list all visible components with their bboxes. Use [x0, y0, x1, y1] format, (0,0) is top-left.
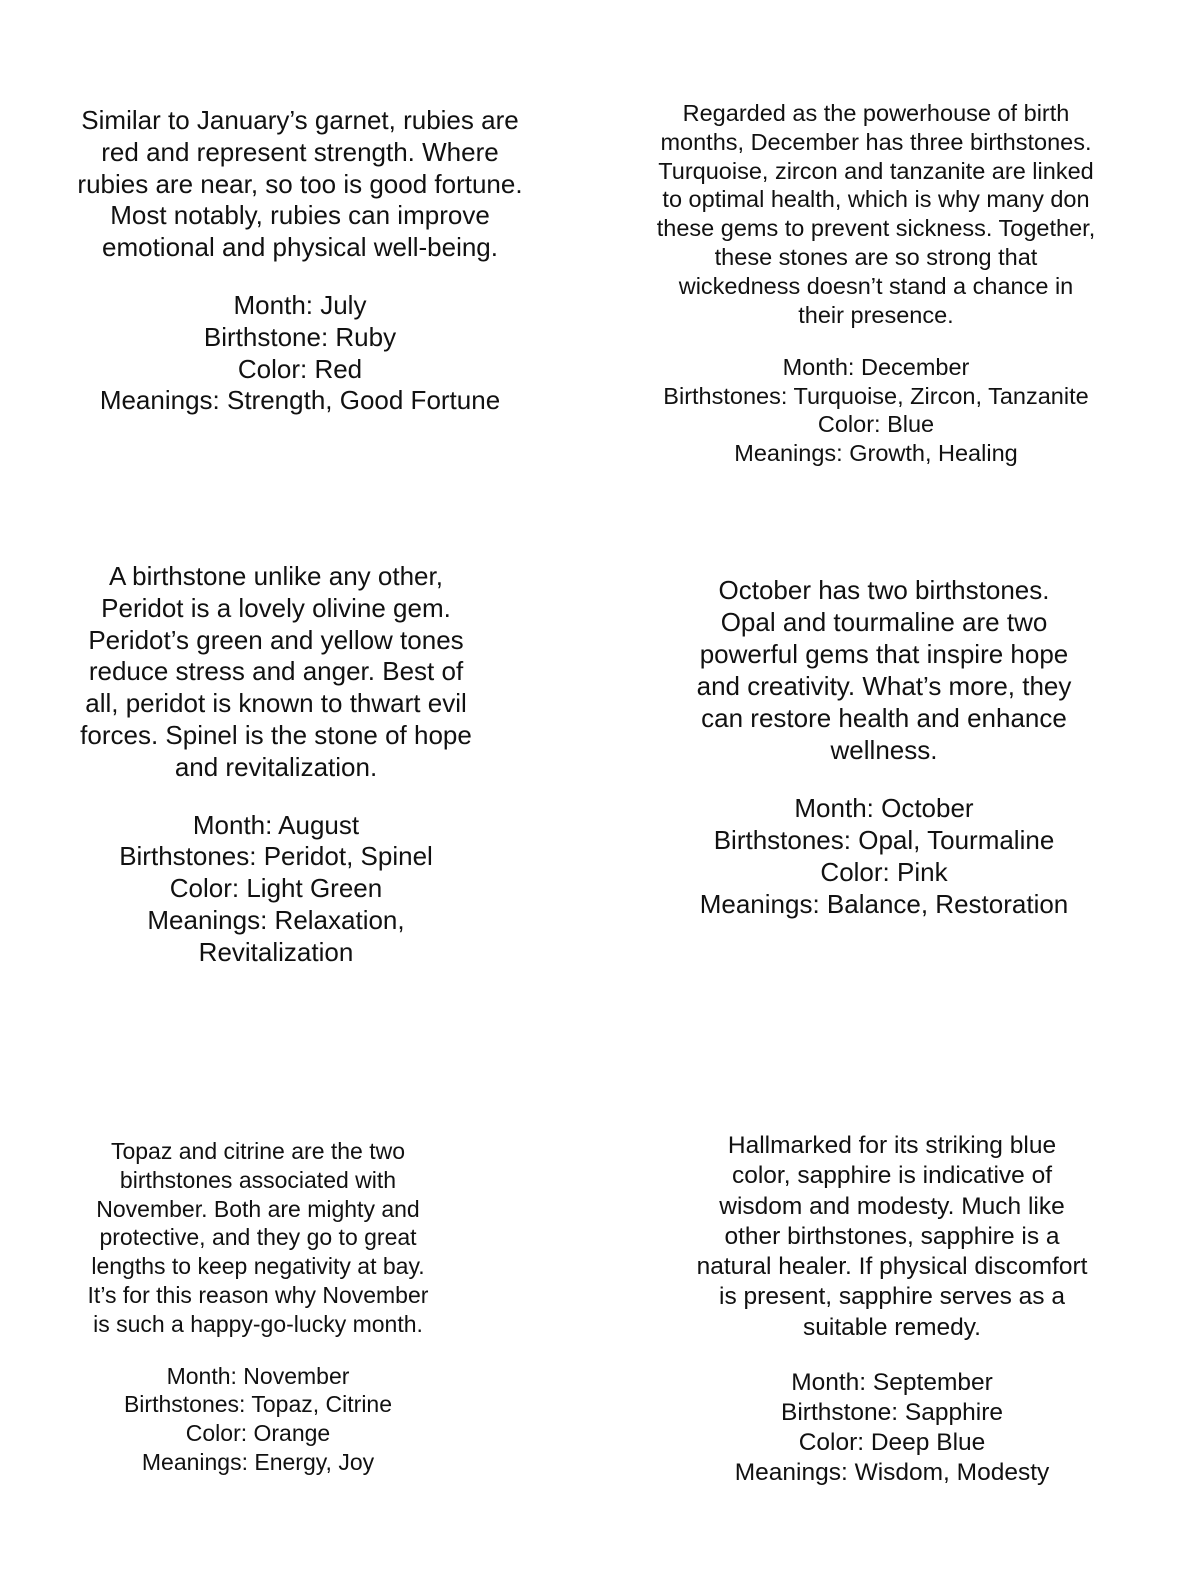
card-description: Regarded as the powerhouse of birth months, December has three birthstones. Turquoise, zircon and tanzanite are linked to optimal health, which is why many don these gems to prevent sickness. Together, these stones are so strong that wickedness doesn’t stand a chance in their presence.	[656, 100, 1096, 328]
card-meanings: Meanings: Energy, Joy	[141, 1448, 375, 1475]
card-birthstones: Birthstone: Sapphire	[781, 1398, 1003, 1426]
card-description: October has two birthstones. Opal and tourmaline are two powerful gems that inspire hope and creativity. What’s more, they can restore health and enhance wellness.	[696, 575, 1072, 765]
card-birthstones: Birthstones: Turquoise, Zircon, Tanzanite	[663, 382, 1089, 409]
card-birthstones: Birthstones: Topaz, Citrine	[123, 1391, 393, 1418]
card-description: A birthstone unlike any other, Peridot is a lovely olivine gem. Peridot’s green and yellow tones reduce stress and anger. Best of all, peridot is known to thwart evil forces. Spinel is the stone of hope and revitalization.	[80, 561, 472, 782]
card-meanings: Meanings: Wisdom, Modesty	[734, 1459, 1050, 1487]
card-month: Month: December	[782, 353, 970, 380]
card-color: Color: Pink	[820, 857, 948, 887]
birthstone-card-august	[46, 561, 506, 969]
card-month: Month: October	[794, 793, 974, 823]
card-color: Color: Blue	[817, 411, 935, 438]
card-color: Color: Light Green	[169, 873, 383, 904]
card-description: Topaz and citrine are the two birthstones associated with November. Both are mighty and protective, and they go to great lengths to keep negativity at bay. It’s for this reason why November is such a happy-go-lucky month.	[87, 1138, 429, 1337]
card-color: Color: Deep Blue	[798, 1429, 986, 1457]
card-month: Month: July	[233, 289, 367, 320]
birthstone-card-september	[662, 1131, 1122, 1489]
birthstone-card-november	[48, 1137, 468, 1477]
card-month: Month: November	[166, 1362, 350, 1389]
birthstone-card-december	[626, 99, 1126, 468]
card-meanings: Meanings: Growth, Healing	[734, 440, 1018, 467]
card-meanings: Meanings: Strength, Good Fortune	[99, 385, 501, 416]
card-meanings: Meanings: Relaxation, Revitalization	[147, 904, 405, 967]
card-meanings: Meanings: Balance, Restoration	[699, 889, 1069, 919]
card-month: Month: September	[791, 1368, 993, 1396]
card-color: Color: Red	[237, 353, 363, 384]
card-birthstones: Birthstone: Ruby	[203, 321, 397, 352]
birthstone-card-october	[664, 574, 1104, 920]
card-description: Hallmarked for its striking blue color, sapphire is indicative of wisdom and modesty. Much like other birthstones, sapphire is a natural healer. If physical discomfort is present, sapphire serves as a suitable remedy.	[696, 1132, 1088, 1341]
birthstone-card-july	[40, 105, 560, 417]
card-month: Month: August	[192, 809, 360, 840]
card-birthstones: Birthstones: Opal, Tourmaline	[713, 825, 1055, 855]
card-color: Color: Orange	[185, 1420, 331, 1447]
card-description: Similar to January’s garnet, rubies are red and represent strength. Where rubies are near, so too is good fortune. Most notably, rubies can improve emotional and physical well-being.	[77, 105, 523, 263]
card-birthstones: Birthstones: Peridot, Spinel	[119, 841, 433, 872]
